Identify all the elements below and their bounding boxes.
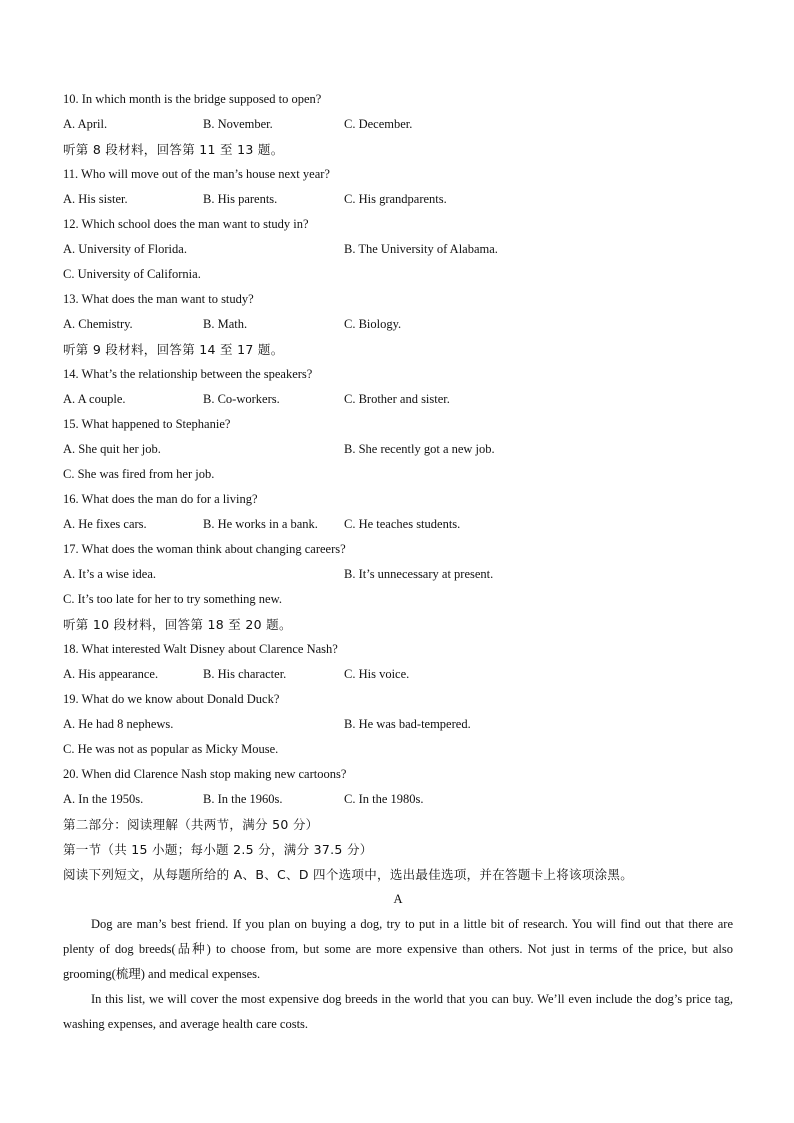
option-b: B. It’s unnecessary at present. — [344, 567, 494, 581]
option-b: B. November. — [203, 117, 273, 131]
question-text: 15. What happened to Stephanie? — [63, 417, 231, 431]
option-a: A. He had 8 nephews. — [63, 717, 174, 731]
question-text: 16. What does the man do for a living? — [63, 492, 258, 506]
option-a: A. She quit her job. — [63, 442, 161, 456]
question-text: 12. Which school does the man want to study in? — [63, 217, 309, 231]
option-row — [63, 737, 733, 762]
option-b: B. Math. — [203, 317, 248, 331]
listening-questions — [63, 87, 733, 812]
exam-page — [63, 87, 733, 1037]
question-text: 17. What does the woman think about changing careers? — [63, 542, 346, 556]
section-instruction: 听第 8 段材料，回答第 11 至 13 题。 — [63, 142, 284, 157]
option-a: A. In the 1950s. — [63, 792, 144, 806]
part2-title: 第二部分：阅读理解（共两节，满分 50 分） — [63, 817, 319, 832]
option-row — [63, 112, 733, 137]
option-a: A. It’s a wise idea. — [63, 567, 157, 581]
section-instruction: 听第 9 段材料，回答第 14 至 17 题。 — [63, 342, 284, 357]
option-a: A. A couple. — [63, 392, 126, 406]
option-a: A. April. — [63, 117, 108, 131]
option-b: B. In the 1960s. — [203, 792, 283, 806]
passage-label: A — [393, 892, 403, 906]
option-row — [63, 312, 733, 337]
passage-paragraph-2: In this list, we will cover the most expensive dog breeds in the world that you can buy. We’ll even include the dog’s price tag, washing expenses, and average health care costs. — [63, 992, 733, 1031]
question-text: 13. What does the man want to study? — [63, 292, 254, 306]
section1-heading: 第一节（共 15 小题；每小题 2.5 分，满分 37.5 分） — [63, 842, 373, 857]
question-text: 18. What interested Walt Disney about Clarence Nash? — [63, 642, 338, 656]
option-row — [63, 712, 733, 737]
option-row — [63, 462, 733, 487]
option-row — [63, 512, 733, 537]
option-c: C. He teaches students. — [344, 517, 461, 531]
option-a: A. Chemistry. — [63, 317, 133, 331]
option-c: C. University of California. — [63, 267, 201, 281]
option-c: C. December. — [344, 117, 413, 131]
option-row — [63, 787, 733, 812]
reading-instruction: 阅读下列短文，从每题所给的 A、B、C、D 四个选项中，选出最佳选项，并在答题卡上将该项涂黑。 — [63, 867, 634, 882]
option-c: C. In the 1980s. — [344, 792, 424, 806]
option-c: C. He was not as popular as Micky Mouse. — [63, 742, 279, 756]
option-row — [63, 262, 733, 287]
question-text: 10. In which month is the bridge supposed to open? — [63, 92, 322, 106]
question-text: 19. What do we know about Donald Duck? — [63, 692, 280, 706]
question-text: 14. What’s the relationship between the speakers? — [63, 367, 313, 381]
option-b: B. His parents. — [203, 192, 278, 206]
passage-paragraph-1: Dog are man’s best friend. If you plan on buying a dog, try to put in a little bit of research. You will find out that there are plenty of dog breeds(品种) to choose from, but some are more expensive than others. Not just in terms of the price, but also grooming(梳理) and medical expenses. — [63, 917, 733, 981]
option-b: B. He works in a bank. — [203, 517, 318, 531]
option-b: B. She recently got a new job. — [344, 442, 495, 456]
option-c: C. Biology. — [344, 317, 402, 331]
option-a: A. His sister. — [63, 192, 128, 206]
option-c: C. His voice. — [344, 667, 410, 681]
option-b: B. His character. — [203, 667, 287, 681]
option-row — [63, 437, 733, 462]
option-c: C. His grandparents. — [344, 192, 447, 206]
option-row — [63, 187, 733, 212]
option-c: C. It’s too late for her to try something new. — [63, 592, 282, 606]
question-text: 11. Who will move out of the man’s house next year? — [63, 167, 330, 181]
question-text: 20. When did Clarence Nash stop making new cartoons? — [63, 767, 347, 781]
option-c: C. She was fired from her job. — [63, 467, 215, 481]
option-row — [63, 387, 733, 412]
option-a: A. University of Florida. — [63, 242, 187, 256]
section-instruction: 听第 10 段材料，回答第 18 至 20 题。 — [63, 617, 292, 632]
option-b: B. He was bad-tempered. — [344, 717, 471, 731]
option-a: A. His appearance. — [63, 667, 159, 681]
option-b: B. Co-workers. — [203, 392, 280, 406]
option-c: C. Brother and sister. — [344, 392, 450, 406]
option-b: B. The University of Alabama. — [344, 242, 498, 256]
option-row — [63, 562, 733, 587]
option-row — [63, 237, 733, 262]
option-row — [63, 587, 733, 612]
option-row — [63, 662, 733, 687]
option-a: A. He fixes cars. — [63, 517, 147, 531]
